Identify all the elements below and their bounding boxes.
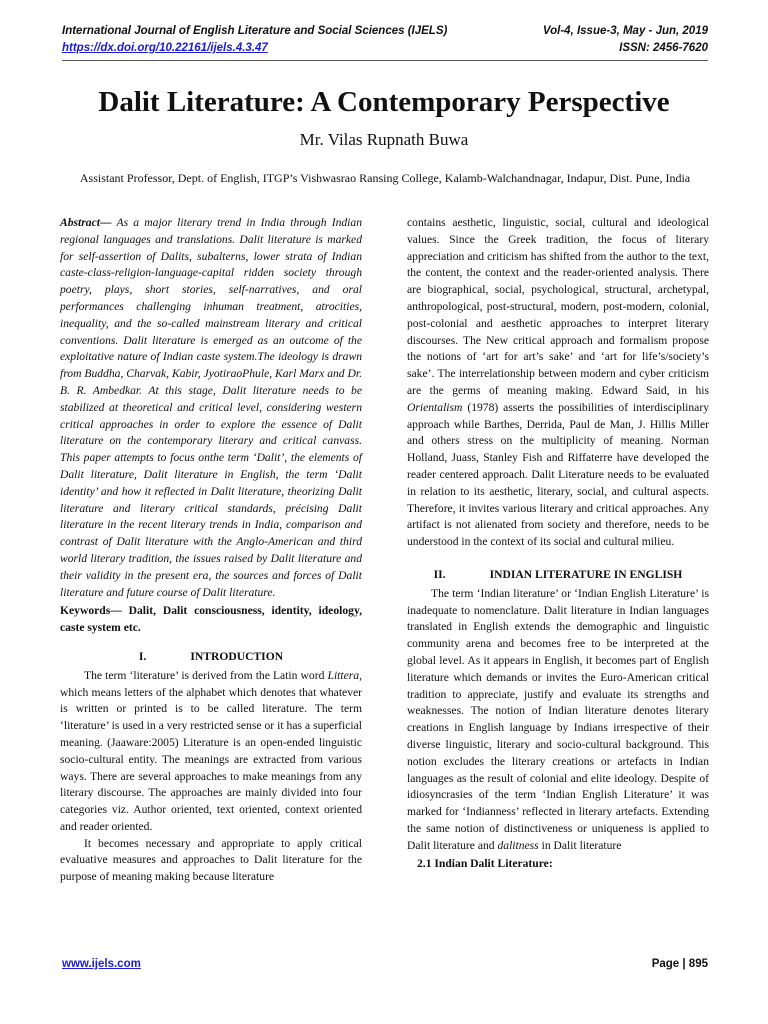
intro-paragraph-1 (60, 668, 362, 836)
volume-issue: Vol-4, Issue-3, May - Jun, 2019 (542, 25, 708, 37)
paper-title: Dalit Literature: A Contemporary Perspective (98, 86, 670, 118)
italic-term: dalitness (497, 838, 539, 852)
right-column (407, 215, 709, 873)
intro-paragraph-2: It becomes necessary and appropriate to apply critical evaluative measures and approaches to Dalit literature for the purpose of meaning making because literature (60, 836, 362, 884)
section-heading-indian-literature (407, 567, 709, 584)
section-number: II. (433, 567, 446, 581)
journal-name: International Journal of English Literature and Social Sciences (IJELS) (62, 25, 448, 37)
section2-paragraph (407, 586, 709, 855)
text-run: The term ‘literature’ is derived from the Latin word (84, 668, 328, 682)
section-number: I. (138, 649, 147, 663)
abstract-label: Abstract— (60, 216, 112, 229)
page-number: Page | 895 (651, 958, 708, 970)
author-name: Mr. Vilas Rupnath Buwa (299, 130, 469, 149)
author-affiliation: Assistant Professor, Dept. of English, ITGP’s Vishwasrao Ransing College, Kalamb-Walchandnagar, Indapur, Dist. Pune, India (79, 171, 691, 185)
italic-term: Orientalism (407, 400, 463, 414)
website-link[interactable]: www.ijels.com (62, 958, 141, 970)
section-heading-introduction (60, 649, 362, 666)
section-title: INDIAN LITERATURE IN ENGLISH (489, 567, 683, 581)
abstract-text: As a major literary trend in India through Indian regional languages and translations. Dalit literature is marked for self-assertion of Dalits, subalterns, lower strata of Indian caste-class-religion-language-capital ridden society through poetry, plays, short stories, self-narratives, and oral performances challenging inhuman treatment, atrocities, inequality, and the so-called mainstream literary and critical conventions. Dalit literature is emerged as an outcome of the exploitative nature of Indian caste system.The ideology is drawn from Buddha, Charvak, Kabir, JyotiraoPhule, Karl Marx and Dr. B. R. Ambedkar. At this stage, Dalit literature needs to be stabilized at theoretical and critical level, considering western critical approaches in order to explore the essence of Dalit literature on the contemporary literary and critical canvass. This paper attempts to focus onthe term ‘Dalit’, the elements of Dalit literature, Dalit literature in English, the term ‘Dalit identity’ and how it reflected in Dalit literature, theorizing Dalit literature and literary critical standards, précising Dalit literature in the recent literary trends in India, comparison and contrast of Dalit literature with the Anglo-American and third world literary tradition, the issues raised by Dalit literature and their validity in the present era, the sources and forces of Dalit literature and future course of Dalit literature. (60, 216, 362, 599)
issn: ISSN: 2456-7620 (619, 42, 708, 54)
italic-term: Littera (327, 668, 360, 682)
subsection-heading: 2.1 Indian Dalit Literature: (417, 857, 553, 871)
header-divider (62, 60, 708, 61)
section-title: INTRODUCTION (190, 649, 284, 663)
keywords: Keywords— Dalit, Dalit consciousness, identity, ideology, caste system etc. (60, 604, 362, 635)
text-run: The term ‘Indian literature’ or ‘Indian English Literature’ is inadequate to nomenclature. Dalit literature in Indian languages translated in English extends the demographic and linguistic community arena and becomes free to be interpreted at the global level. As it appears in English, it becomes part of English literature which demands or invites the Euro-American critical tradition to appreciate, justify and evaluate its strengths and weaknesses. The notion of Indian literature denotes literary creations in English language by Indians irrespective of their diverse linguistic, literary and socio-cultural background. This notion excludes the literary creations or artefacts in Indian languages as the result of colonial and elite ideology. Despite of idiosyncrasies of the term ‘Indian English Literature’ it was marked for ‘Indianness’ reflected in literary artefacts. Extending the same notion of distinctiveness or uniqueness is applied to Dalit literature and (407, 586, 709, 852)
left-column (60, 215, 362, 886)
text-run: (1978) asserts the possibilities of interdisciplinary approach while Barthes, Derrida, Paul de Man, J. Hillis Miller and others stress on the multiplicity of meaning. Norman Holland, Juass, Stanley Fish and Riffaterre have developed the reader centered approach. Dalit Literature needs to be evaluated in relation to its aesthetic, literary, social, and cultural aspects. Therefore, it invites various literary and critical approaches. Any artifact is not alienated from society and therefore, needs to be understood in the context of its social and cultural milieu. (407, 400, 709, 549)
continued-paragraph (407, 215, 709, 551)
abstract (60, 215, 362, 601)
text-run: , which means letters of the alphabet which denotes that whatever is written or printed is to be called literature. The term ‘literature’ is used in a very restricted sense or it has a superficial meaning. (Jaaware:2005) Literature is an open-ended linguistic socio-cultural entity. The meanings are extracted from various ways. There are several approaches to make meanings from any literary discourse. The approaches are mainly divided into four categories viz. Author oriented, text oriented, context oriented and reader oriented. (60, 668, 362, 833)
text-run: in Dalit literature (538, 838, 622, 852)
doi-link[interactable]: https://dx.doi.org/10.22161/ijels.4.3.47 (62, 42, 268, 54)
text-run: contains aesthetic, linguistic, social, cultural and ideological values. Since the Greek tradition, the focus of literary appreciation and criticism has shifted from the author to the text, the content, the context and the reader-oriented analysis. There are biographical, social, psychological, structural, archetypal, anthropological, post-structural, modern, post-modern, colonial, post-colonial and aesthetic approaches to interpret literary discourses. The New critical approach and formalism propose the notions of ‘art for art’s sake’ and ‘art for life’s/society’s sake’. The interrelationship between modern and cyber criticism are the germs of meaning making. Edward Said, in his (407, 216, 709, 397)
